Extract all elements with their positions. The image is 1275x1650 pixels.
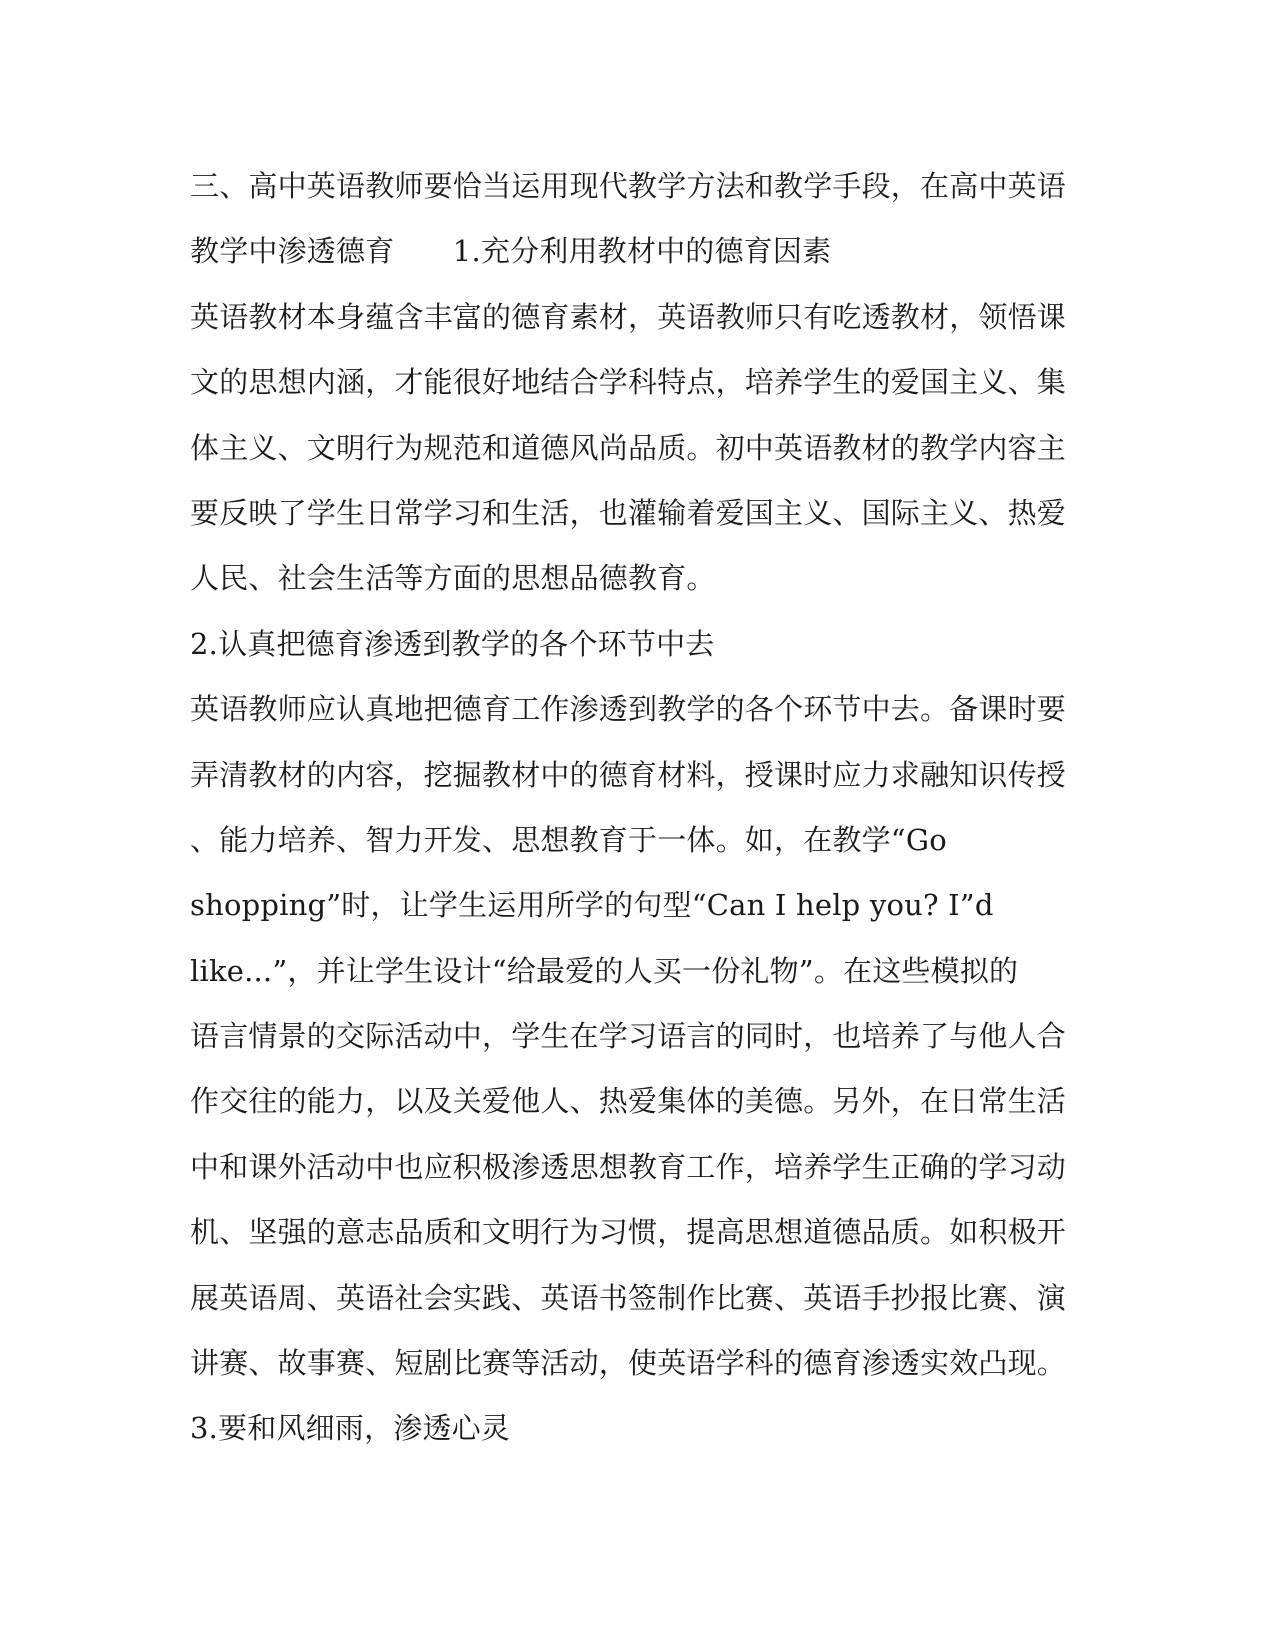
- text-line-8: 2.认真把德育渗透到教学的各个环节中去: [190, 626, 715, 661]
- text-line-13: like...”，并让学生设计“给最爱的人买一份礼物”。在这些模拟的: [190, 953, 1019, 988]
- text-line-12: shopping”时，让学生运用所学的句型“Can I help you? I”d: [190, 888, 994, 923]
- text-line-9: 英语教师应认真地把德育工作渗透到教学的各个环节中去。备课时要: [190, 692, 1067, 727]
- text-line-4: 文的思想内涵，才能很好地结合学科特点，培养学生的爱国主义、集: [190, 365, 1067, 400]
- text-line-6: 要反映了学生日常学习和生活，也灌输着爱国主义、国际主义、热爱: [190, 495, 1067, 530]
- text-line-11: 、能力培养、智力开发、思想教育于一体。如，在教学“Go: [190, 822, 947, 857]
- text-line-1: 三、高中英语教师要恰当运用现代教学方法和教学手段，在高中英语: [190, 169, 1067, 203]
- text-line-7: 人民、社会生活等方面的思想品德教育。: [190, 561, 716, 596]
- text-line-15: 作交往的能力，以及关爱他人、热爱集体的美德。另外，在日常生活: [190, 1084, 1067, 1119]
- body-text: [190, 154, 1095, 1462]
- text-line-5: 体主义、文明行为规范和道德风尚品质。初中英语教材的教学内容主: [190, 430, 1067, 465]
- text-line-14: 语言情景的交际活动中，学生在学习语言的同时，也培养了与他人合: [190, 1019, 1067, 1054]
- text-line-10: 弄清教材的内容，挖掘教材中的德育材料，授课时应力求融知识传授: [190, 757, 1067, 792]
- text-line-19: 讲赛、故事赛、短剧比赛等活动，使英语学科的德育渗透实效凸现。: [190, 1346, 1067, 1381]
- text-line-3: 英语教材本身蕴含丰富的德育素材，英语教师只有吃透教材，领悟课: [190, 299, 1067, 334]
- text-line-20: 3.要和风细雨，渗透心灵: [190, 1411, 511, 1446]
- text-line-18: 展英语周、英语社会实践、英语书签制作比赛、英语手抄报比赛、演: [190, 1280, 1067, 1315]
- text-line-17: 机、坚强的意志品质和文明行为习惯，提高思想道德品质。如积极开: [190, 1215, 1067, 1250]
- text-line-2: 教学中渗透德育 1.充分利用教材中的德育因素: [190, 234, 832, 269]
- text-line-16: 中和课外活动中也应积极渗透思想教育工作，培养学生正确的学习动: [190, 1149, 1067, 1184]
